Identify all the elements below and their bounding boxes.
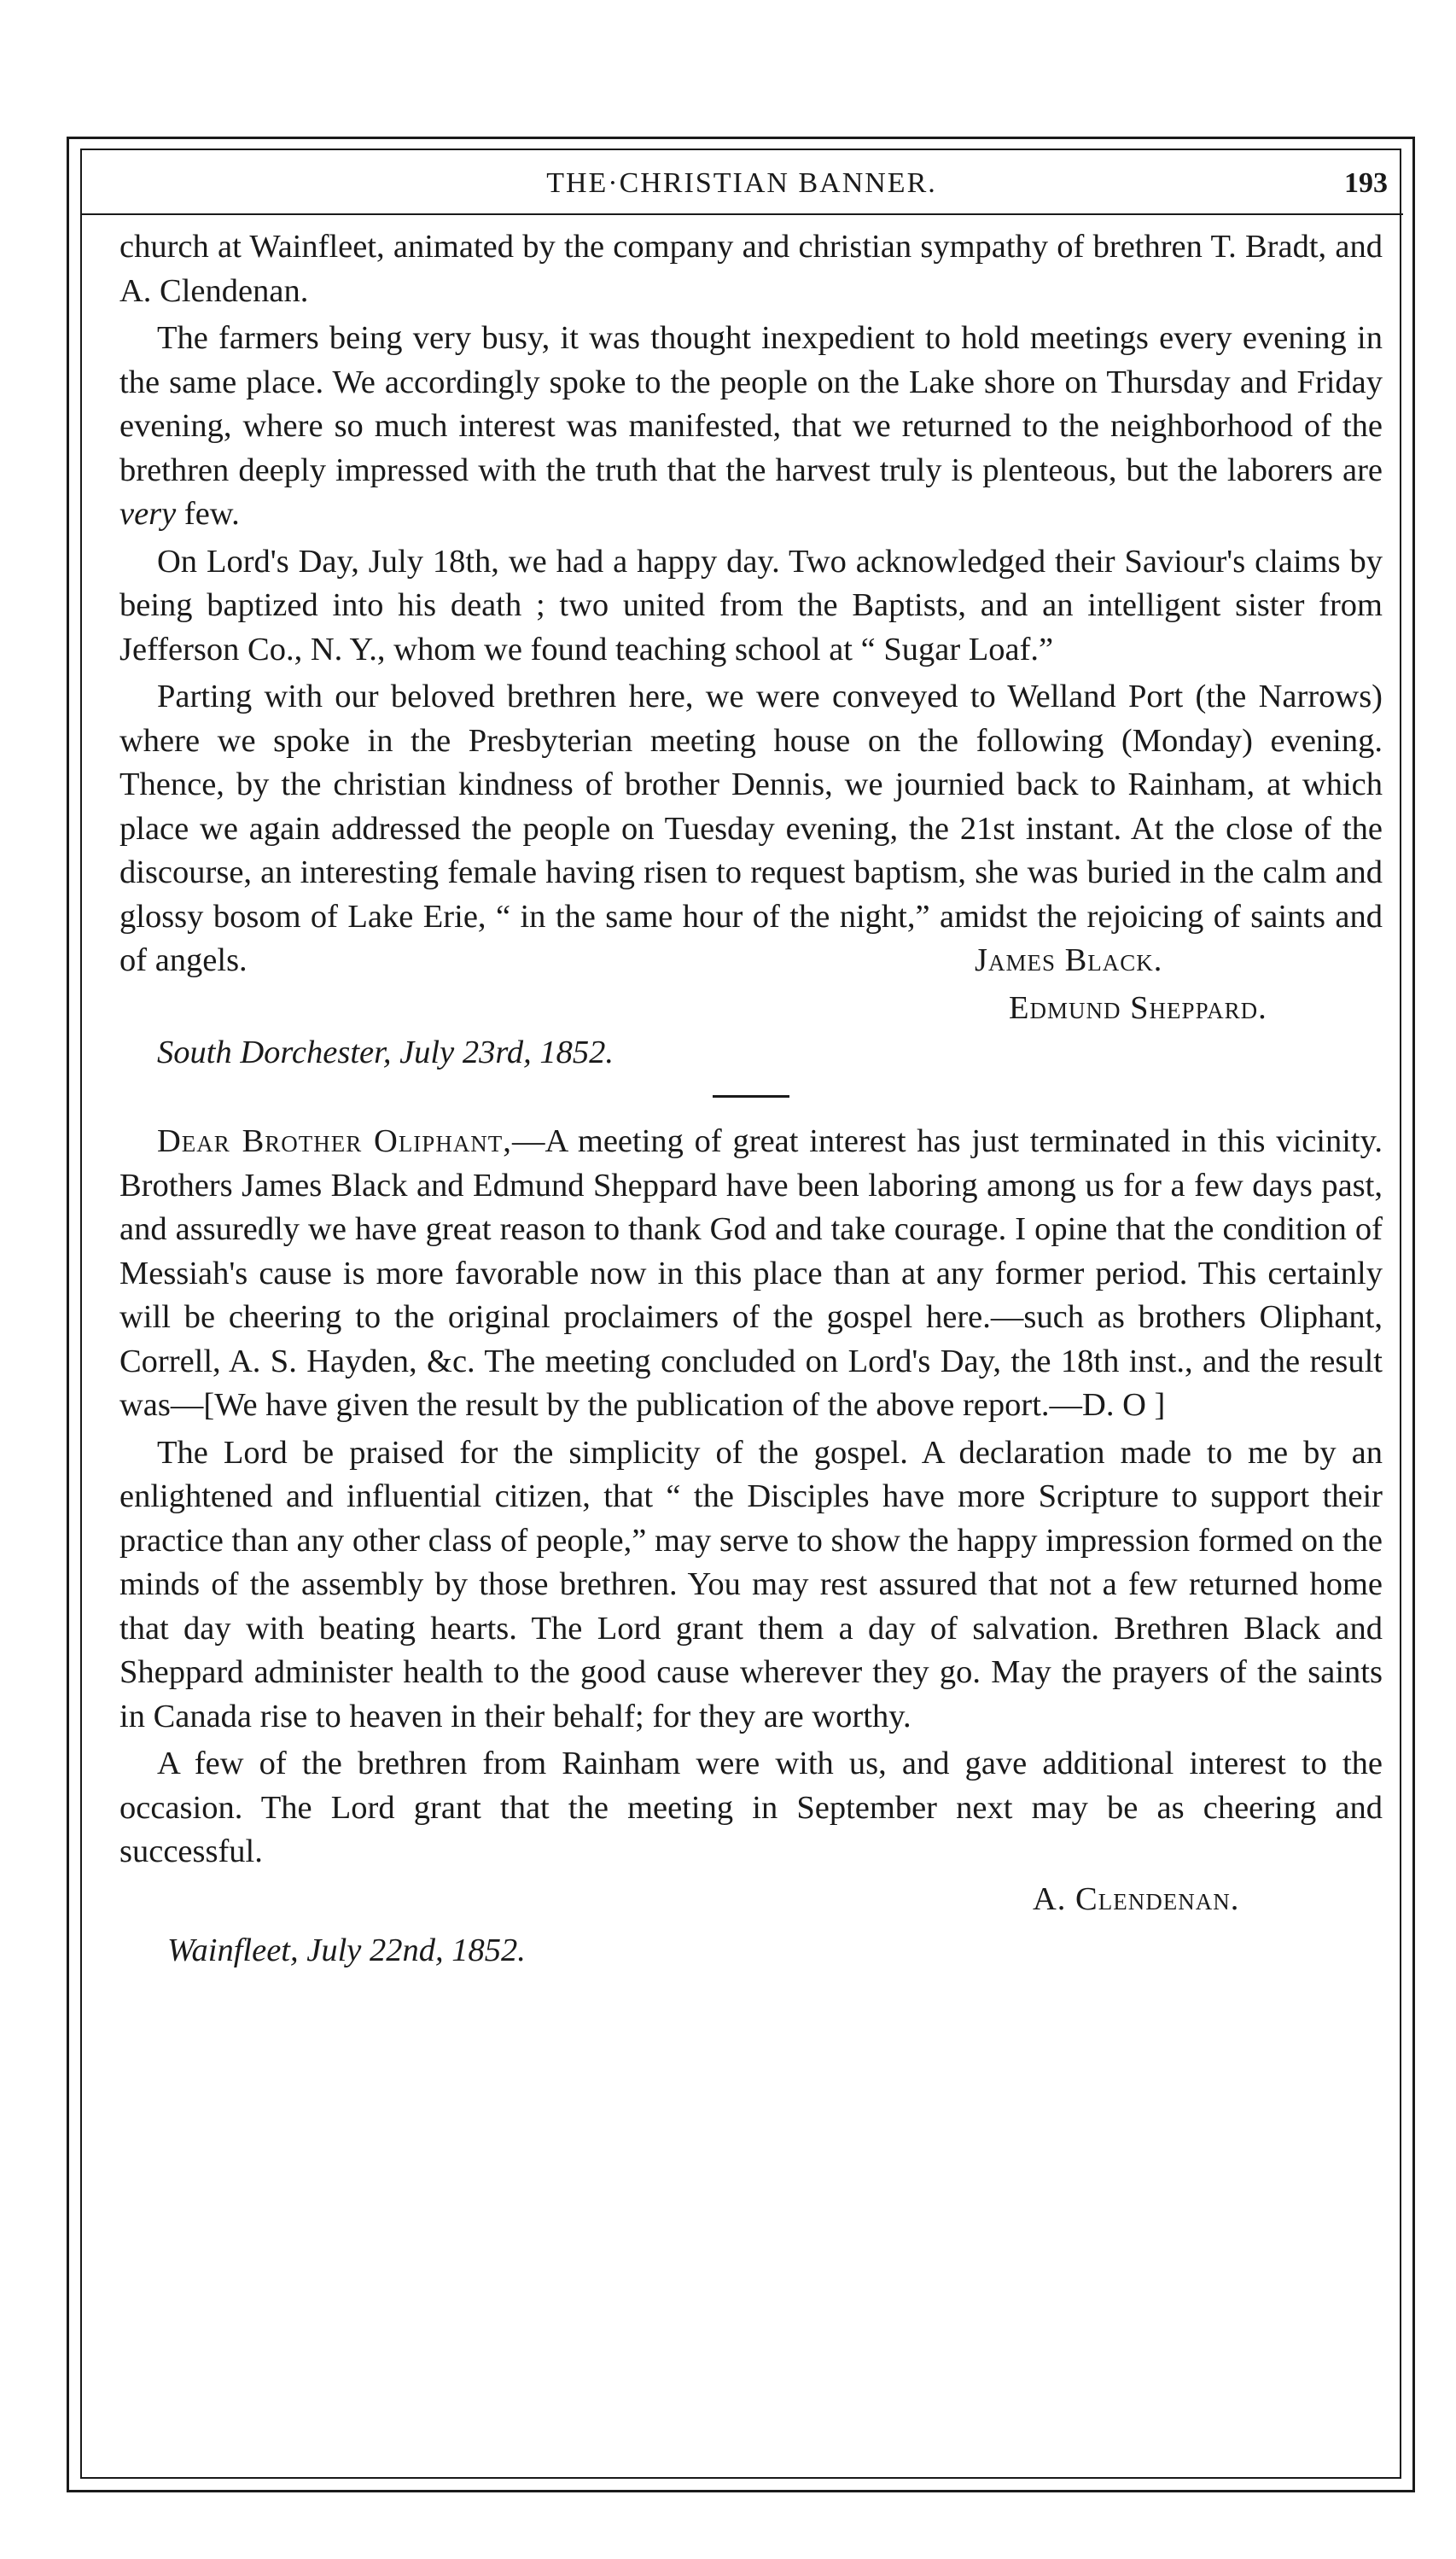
salutation: Dear Brother Oliphant, — [157, 1123, 512, 1159]
article-body — [119, 215, 1383, 1973]
paragraph — [119, 317, 1383, 537]
paragraph-text: —A meeting of great interest has just terminated in this vicinity. Brothers James Black and Edmund Sheppard have been laboring among us for a few days past, and assuredly we have great reason to thank God and take courage. I opine that the condition of Messiah's cause is more favorable now in this place than at any former period. This certainly will be cheering to the original proclaimers of the gospel here.—such as brothers Oliphant, Correll, A. S. Hayden, &c. The meeting concluded on Lord's Day, the 18th inst., and the result was—[We have given the result by the publication of the above report.—D. O ] — [119, 1123, 1383, 1423]
signature: A. Clendenan. — [1033, 1880, 1240, 1917]
paragraph: A few of the brethren from Rainham were with us, and gave additional interest to the occasion. The Lord grant that the meeting in September next may be as cheering and successful. — [119, 1746, 1383, 1869]
signature-block — [119, 941, 1383, 1031]
page — [119, 154, 1388, 1976]
article-report — [119, 225, 1383, 1075]
page-number: 193 — [1344, 167, 1388, 199]
paragraph-text: few. — [176, 496, 240, 532]
signature: Edmund Sheppard. — [1009, 989, 1267, 1026]
running-header — [80, 154, 1403, 215]
dateline: Wainfleet, July 22nd, 1852. — [167, 1932, 526, 1968]
paragraph: The Lord be praised for the simplicity of the gospel. A declaration made to me by an enlightened and influential citizen, that “ the Disciples have more Scripture to support their practice than any other class of people,” may serve to show the happy impression formed on the minds of the assembly by those brethren. You may rest assured that not a few returned home that day with beating hearts. The Lord grant them a day of salvation. Brethren Black and Sheppard administer health to the good cause wherever they go. May the prayers of the saints in Canada rise to heaven in their behalf; for they are worthy. — [119, 1434, 1383, 1734]
section-divider — [713, 1095, 789, 1098]
signature-block — [119, 1878, 1383, 1922]
paragraph: church at Wainfleet, animated by the company and christian sympathy of brethren T. Bradt, and A. Clendenan. — [119, 229, 1383, 309]
signature: James Black. — [975, 941, 1163, 978]
publication-title: THE·CHRISTIAN BANNER. — [546, 167, 937, 199]
dateline: South Dorchester, July 23rd, 1852. — [157, 1034, 614, 1070]
article-letter — [119, 1120, 1383, 1973]
paragraph-text: The farmers being very busy, it was thought inexpedient to hold meetings every evening in the same place. We accordingly spoke to the people on the Lake shore on Thursday and Friday evening, where so much interest was manifested, that we returned to the neighborhood of the brethren deeply impressed with the truth that the harvest truly is plenteous, but the laborers are — [119, 320, 1383, 488]
paragraph: Parting with our beloved brethren here, we were conveyed to Welland Port (the Narrows) where we spoke in the Presbyterian meeting house on the following (Monday) evening. Thence, by the christian kindness of brother Dennis, we journied back to Rainham, at which place we again addressed the people on Tuesday evening, the 21st instant. At the close of the discourse, an interesting female having risen to request baptism, she was buried in the calm and glossy bosom of Lake Erie, “ in the same hour of the night,” amidst the rejoicing of saints and of angels. — [119, 679, 1383, 978]
emphasis-text: very — [119, 496, 177, 532]
paragraph — [119, 1120, 1383, 1428]
paragraph: On Lord's Day, July 18th, we had a happy day. Two acknowledged their Saviour's claims by being baptized into his death ; two united from the Baptists, and an intelligent sister from Jefferson Co., N. Y., whom we found teaching school at “ Sugar Loaf.” — [119, 543, 1383, 667]
